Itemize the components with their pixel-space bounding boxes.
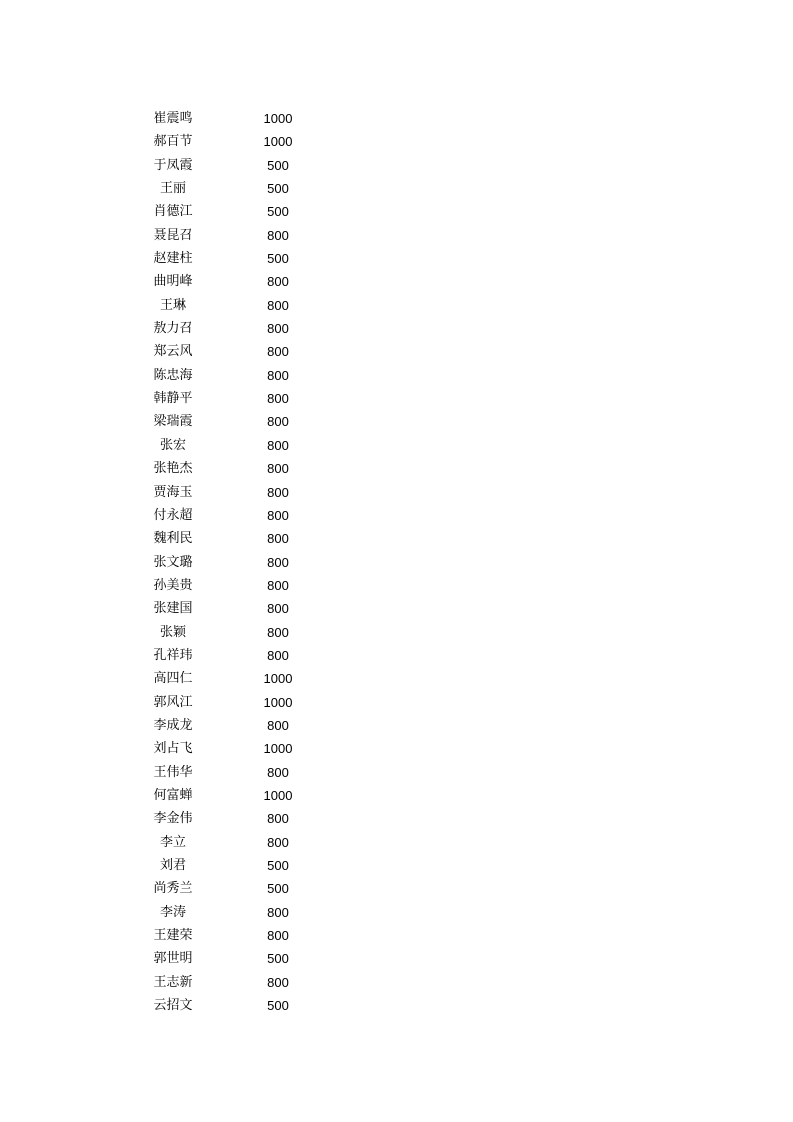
table-row: [143, 178, 343, 201]
person-name: 韩静平: [153, 391, 193, 407]
table-row: [143, 201, 343, 224]
table-row: [143, 552, 343, 575]
amount-value: 800: [267, 274, 289, 290]
table-row: [143, 645, 343, 668]
person-name: 贾海玉: [153, 484, 193, 500]
table-row: [143, 225, 343, 248]
person-name: 高四仁: [153, 671, 193, 687]
person-name: 陈忠海: [153, 367, 193, 383]
amount-value: 800: [267, 367, 289, 383]
amount-value: 800: [267, 717, 289, 733]
table-row: [143, 668, 343, 691]
table-row: [143, 808, 343, 831]
table-row: [143, 972, 343, 995]
table-row: [143, 995, 343, 1018]
amount-value: 800: [267, 624, 289, 640]
table-row: [143, 155, 343, 178]
table-row: [143, 785, 343, 808]
amount-value: 800: [267, 461, 289, 477]
amount-value: 500: [267, 181, 289, 197]
table-row: [143, 435, 343, 458]
person-name: 张文璐: [153, 554, 193, 570]
table-row: [143, 692, 343, 715]
amount-value: 800: [267, 764, 289, 780]
table-row: [143, 341, 343, 364]
person-name: 聂昆召: [153, 227, 193, 243]
table-row: [143, 715, 343, 738]
name-amount-table: [143, 108, 343, 1018]
person-name: 何富蝉: [153, 787, 193, 803]
person-name: 李金伟: [153, 811, 193, 827]
person-name: 于凤霞: [153, 157, 193, 173]
person-name: 张艳杰: [153, 461, 193, 477]
table-row: [143, 365, 343, 388]
person-name: 赵建柱: [153, 251, 193, 267]
person-name: 王丽: [159, 181, 186, 197]
amount-value: 1000: [263, 134, 293, 150]
amount-value: 1000: [263, 111, 293, 126]
table-row: [143, 878, 343, 901]
amount-value: 500: [267, 251, 289, 267]
table-row: [143, 855, 343, 878]
table-row: [143, 622, 343, 645]
amount-value: 500: [267, 951, 289, 967]
person-name: 郭风江: [153, 694, 193, 710]
table-row: [143, 248, 343, 271]
amount-value: 800: [267, 321, 289, 337]
person-name: 王琳: [159, 297, 186, 313]
person-name: 李立: [159, 834, 186, 850]
amount-value: 1000: [263, 694, 293, 710]
amount-value: 800: [267, 834, 289, 850]
person-name: 刘君: [159, 858, 186, 873]
table-row: [143, 458, 343, 481]
table-row: [143, 902, 343, 925]
amount-value: 800: [267, 531, 289, 547]
person-name: 刘占飞: [153, 741, 193, 757]
amount-value: 1000: [263, 671, 293, 687]
person-name: 张宏: [159, 437, 186, 453]
amount-value: 800: [267, 437, 289, 453]
amount-value: 500: [267, 204, 289, 220]
table-row: [143, 948, 343, 971]
person-name: 付永超: [153, 507, 193, 523]
person-name: 肖德江: [153, 204, 193, 220]
person-name: 孙美贵: [153, 577, 193, 593]
amount-value: 800: [267, 414, 289, 430]
person-name: 敖力召: [153, 321, 193, 337]
amount-value: 800: [267, 928, 289, 944]
person-name: 郝百节: [153, 134, 193, 150]
person-name: 云招文: [153, 998, 193, 1014]
amount-value: 800: [267, 811, 289, 827]
person-name: 王志新: [153, 974, 193, 990]
amount-value: 800: [267, 647, 289, 663]
person-name: 魏利民: [153, 531, 193, 547]
amount-value: 800: [267, 974, 289, 990]
amount-value: 800: [267, 601, 289, 617]
person-name: 张颖: [159, 624, 186, 640]
table-row: [143, 482, 343, 505]
amount-value: 500: [267, 858, 289, 873]
amount-value: 800: [267, 507, 289, 523]
person-name: 王伟华: [153, 764, 193, 780]
person-name: 尚秀兰: [153, 881, 193, 897]
table-row: [143, 925, 343, 948]
person-name: 郑云风: [153, 344, 193, 360]
table-row: [143, 318, 343, 341]
amount-value: 1000: [263, 741, 293, 757]
amount-value: 800: [267, 227, 289, 243]
person-name: 曲明峰: [153, 274, 193, 290]
person-name: 王建荣: [153, 928, 193, 944]
table-row: [143, 295, 343, 318]
amount-value: 800: [267, 391, 289, 407]
person-name: 崔震鸣: [153, 111, 193, 126]
table-row: [143, 528, 343, 551]
amount-value: 800: [267, 484, 289, 500]
amount-value: 500: [267, 998, 289, 1014]
table-row: [143, 832, 343, 855]
table-row: [143, 505, 343, 528]
table-row: [143, 762, 343, 785]
table-row: [143, 271, 343, 294]
person-name: 李涛: [159, 904, 186, 920]
table-row: [143, 598, 343, 621]
amount-value: 800: [267, 577, 289, 593]
table-row: [143, 738, 343, 761]
table-row: [143, 575, 343, 598]
amount-value: 800: [267, 344, 289, 360]
person-name: 孔祥玮: [153, 647, 193, 663]
table-row: [143, 108, 343, 131]
amount-value: 800: [267, 904, 289, 920]
table-row: [143, 131, 343, 154]
amount-value: 500: [267, 157, 289, 173]
person-name: 张建国: [153, 601, 193, 617]
amount-value: 1000: [263, 787, 293, 803]
amount-value: 800: [267, 554, 289, 570]
amount-value: 800: [267, 297, 289, 313]
table-row: [143, 411, 343, 434]
amount-value: 500: [267, 881, 289, 897]
table-row: [143, 388, 343, 411]
person-name: 郭世明: [153, 951, 193, 967]
person-name: 梁瑞霞: [153, 414, 193, 430]
person-name: 李成龙: [153, 717, 193, 733]
